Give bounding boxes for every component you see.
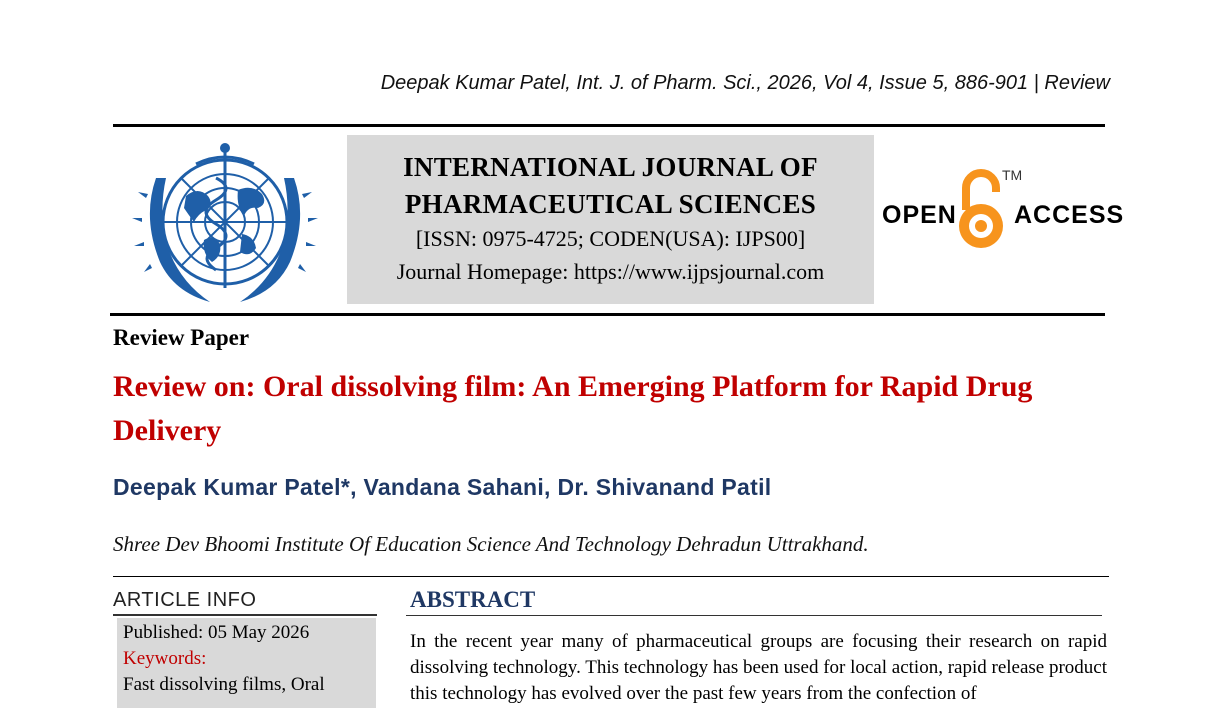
- issn-line: [ISSN: 0975-4725; CODEN(USA): IJPS00]: [415, 226, 806, 251]
- keywords-list: Fast dissolving films, Oral: [123, 674, 325, 695]
- paper-type: Review Paper: [113, 325, 250, 350]
- author-list: Deepak Kumar Patel*, Vandana Sahani, Dr. Shivanand Patil: [113, 474, 772, 500]
- journal-name: [347, 149, 874, 223]
- trademark-mark: TM: [1002, 167, 1023, 183]
- open-access-logo: [880, 166, 1125, 252]
- abstract-rule: [406, 615, 1102, 616]
- open-access-access-text: ACCESS: [1014, 201, 1125, 229]
- keywords-label: Keywords:: [123, 648, 207, 669]
- article-title: Review on: Oral dissolving film: An Emerging Platform for Rapid Drug Delivery: [113, 370, 1033, 447]
- journal-name-line2: PHARMACEUTICAL SCIENCES: [404, 189, 817, 219]
- article-info-rule: [113, 614, 377, 616]
- published-date: Published: 05 May 2026: [123, 622, 310, 643]
- abstract-heading: ABSTRACT: [410, 587, 536, 612]
- open-access-open-text: OPEN: [882, 201, 957, 229]
- journal-masthead: [347, 135, 874, 304]
- masthead-bottom-rule: [110, 313, 1105, 316]
- un-emblem-caduceus-logo: [126, 138, 324, 306]
- top-rule: [113, 124, 1105, 127]
- affiliation: Shree Dev Bhoomi Institute Of Education Science And Technology Dehradun Uttrakhand.: [113, 532, 869, 556]
- journal-name-line1: INTERNATIONAL JOURNAL OF: [403, 152, 818, 182]
- article-info-heading: ARTICLE INFO: [113, 589, 257, 611]
- journal-homepage[interactable]: Journal Homepage: https://www.ijpsjournal.com: [396, 259, 825, 284]
- abstract-text: In the recent year many of pharmaceutical groups are focusing their research on rapid dissolving technology. This technology has been used for local action, rapid release product this technology has evolved over the past few years from the confection of: [410, 631, 1108, 704]
- section-divider: [113, 576, 1109, 577]
- citation-line: Deepak Kumar Patel, Int. J. of Pharm. Sci., 2026, Vol 4, Issue 5, 886-901 | Review: [380, 72, 1110, 94]
